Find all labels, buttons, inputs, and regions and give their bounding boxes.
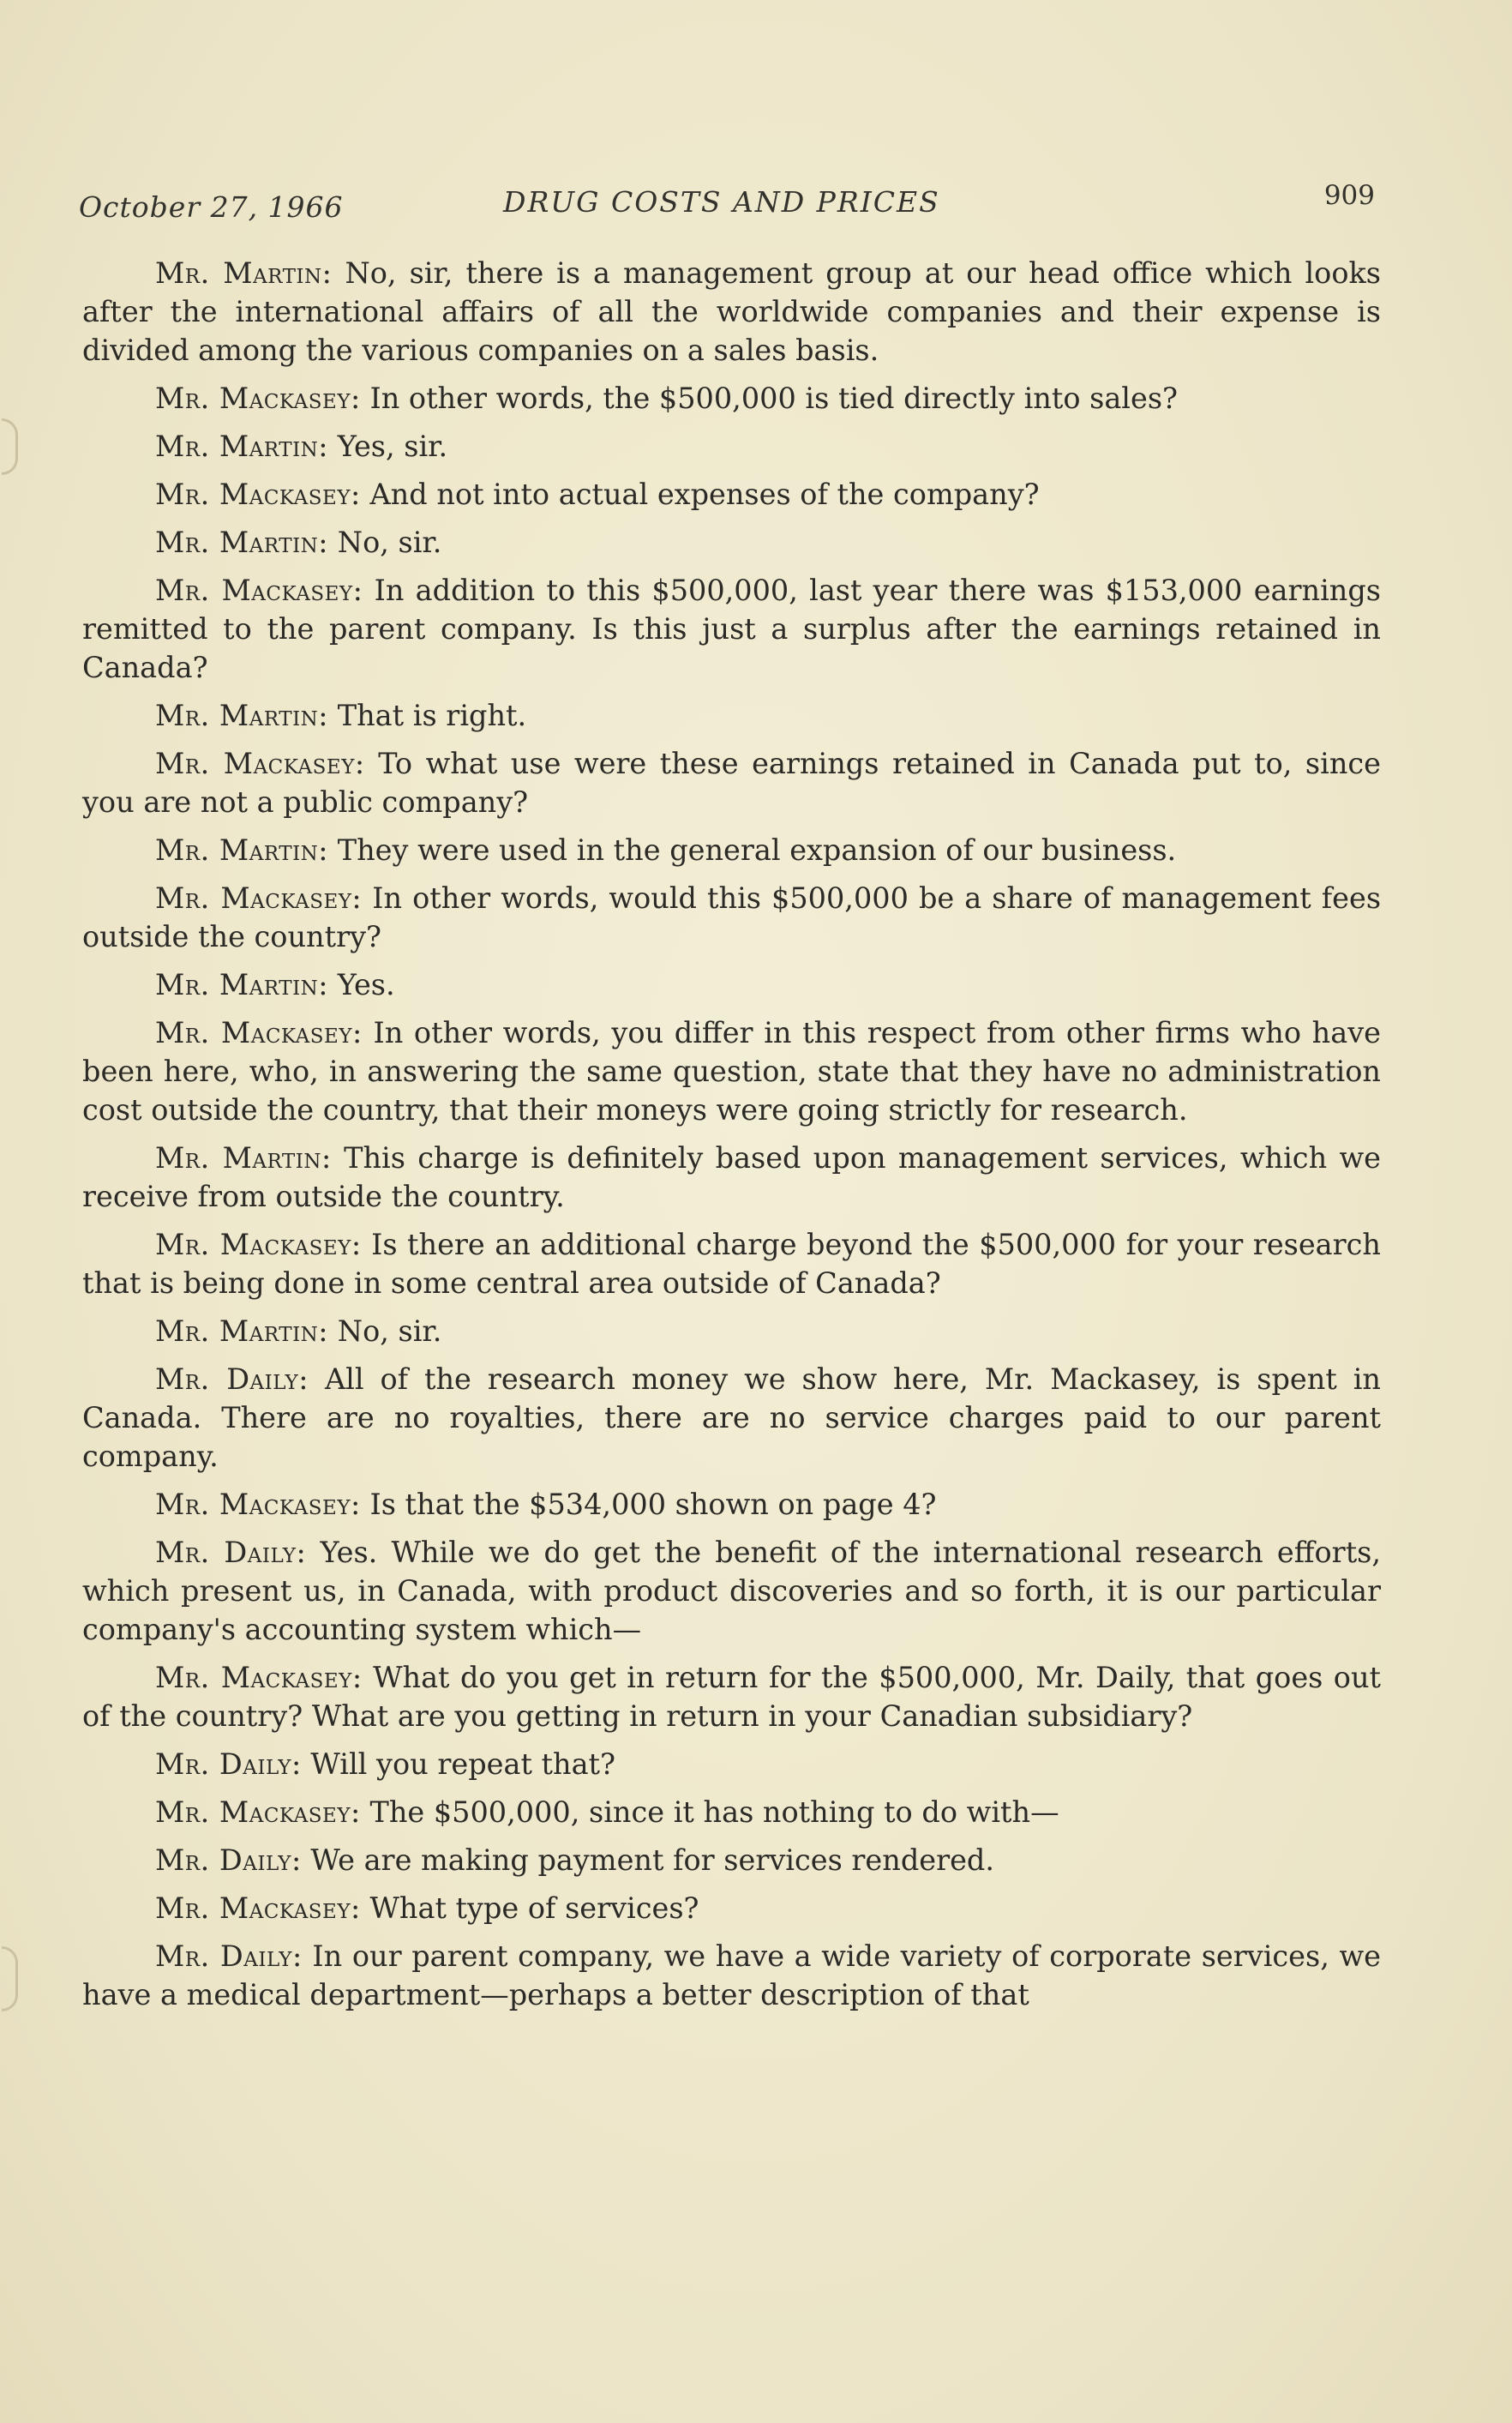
speaker-name: Mr. Daily: (155, 1362, 309, 1396)
paragraph-text: Will you repeat that? (310, 1747, 615, 1781)
paragraph-text: In other words, would this $500,000 be a share of management fees outside the country? (82, 881, 1382, 953)
header-title: DRUG COSTS AND PRICES (503, 185, 940, 219)
header-date: October 27, 1966 (79, 190, 344, 224)
paragraph-text: No, sir, there is a management group at our head office which looks after the international affairs of all the worldwide companies and their expense is divided among the various companies on a sales basis. (82, 256, 1381, 367)
speaker-name: Mr. Daily: (155, 1747, 302, 1781)
paragraph-text: They were used in the general expansion of our business. (337, 833, 1177, 867)
speaker-name: Mr. Martin: (155, 526, 329, 559)
speaker-name: Mr. Martin: (155, 699, 329, 732)
paragraph (82, 831, 1381, 869)
margin-mark (2, 1946, 18, 2011)
speaker-name: Mr. Mackasey: (155, 1016, 363, 1049)
paragraph (82, 1485, 1381, 1524)
speaker-name: Mr. Daily: (155, 1939, 303, 1973)
paragraph (82, 965, 1381, 1004)
paragraph-text: Yes, sir. (337, 430, 448, 463)
paragraph (82, 1745, 1381, 1783)
paragraph-text: In addition to this $500,000, last year there was $153,000 earnings remitted to the parent company. Is this just a surplus after the earnings retained in Canada? (82, 574, 1382, 684)
speaker-name: Mr. Martin: (155, 833, 329, 867)
speaker-name: Mr. Mackasey: (155, 574, 363, 607)
paragraph-text: This charge is definitely based upon management services, which we receive from outside the country. (82, 1141, 1381, 1213)
paragraph (82, 1658, 1381, 1735)
speaker-name: Mr. Mackasey: (155, 747, 365, 780)
running-header (79, 180, 1375, 223)
paragraph-text: In other words, the $500,000 is tied directly into sales? (369, 382, 1178, 415)
page-number: 909 (1323, 180, 1375, 211)
speaker-name: Mr. Mackasey: (155, 881, 363, 915)
paragraph (82, 1889, 1381, 1927)
speaker-name: Mr. Mackasey: (155, 382, 361, 415)
speaker-name: Mr. Martin: (155, 430, 329, 463)
paragraph-text: All of the research money we show here, Mr. Mackasey, is spent in Canada. There are no royalties, there are no service charges paid to our parent company. (82, 1362, 1382, 1473)
paragraph-text: Yes. While we do get the benefit of the international research efforts, which present us, in Canada, with product discoveries and so forth, it is our particular company's accounting system which— (82, 1536, 1381, 1646)
paragraph (82, 1139, 1381, 1216)
paragraph-text: The $500,000, since it has nothing to do with— (369, 1795, 1059, 1829)
paragraph-text: What type of services? (369, 1891, 699, 1925)
paragraph (82, 744, 1381, 821)
paragraph-text: No, sir. (337, 1314, 442, 1348)
paragraph (82, 1312, 1381, 1350)
speaker-name: Mr. Mackasey: (155, 1891, 361, 1925)
paragraph (82, 254, 1381, 370)
speaker-name: Mr. Daily: (155, 1536, 307, 1569)
paragraph (82, 1937, 1381, 2014)
transcript-body (82, 254, 1381, 2023)
paragraph-text: In our parent company, we have a wide variety of corporate services, we have a medical department—perhaps a better description of that (82, 1939, 1381, 2011)
paragraph-text: In other words, you differ in this respect from other firms who have been here, who, in answering the same question, state that they have no administration cost outside the country, that their moneys were going strictly for research. (82, 1016, 1381, 1127)
speaker-name: Mr. Mackasey: (155, 1661, 363, 1694)
paragraph-text: No, sir. (337, 526, 442, 559)
paragraph (82, 1013, 1381, 1129)
paragraph (82, 571, 1381, 687)
margin-mark (2, 418, 18, 475)
paragraph-text: Is there an additional charge beyond the $500,000 for your research that is being done in some central area outside of Canada? (82, 1228, 1381, 1300)
paragraph (82, 1841, 1381, 1879)
paragraph (82, 475, 1381, 514)
speaker-name: Mr. Martin: (155, 256, 333, 290)
paragraph-text: That is right. (337, 699, 527, 732)
speaker-name: Mr. Mackasey: (155, 1795, 361, 1829)
paragraph-text: And not into actual expenses of the company? (369, 478, 1040, 511)
paragraph (82, 879, 1381, 956)
speaker-name: Mr. Martin: (155, 968, 329, 1001)
paragraph-text: To what use were these earnings retained in Canada put to, since you are not a public company? (82, 747, 1381, 819)
paragraph (82, 427, 1381, 466)
paragraph (82, 1360, 1381, 1476)
speaker-name: Mr. Mackasey: (155, 1488, 361, 1521)
paragraph (82, 696, 1381, 735)
paragraph (82, 1793, 1381, 1831)
paragraph-text: Is that the $534,000 shown on page 4? (369, 1488, 937, 1521)
paragraph (82, 523, 1381, 562)
paragraph (82, 1533, 1381, 1649)
paragraph-text: We are making payment for services rendered. (310, 1843, 995, 1877)
speaker-name: Mr. Daily: (155, 1843, 302, 1877)
speaker-name: Mr. Martin: (155, 1314, 329, 1348)
paragraph (82, 379, 1381, 418)
paragraph (82, 1225, 1381, 1302)
speaker-name: Mr. Mackasey: (155, 478, 361, 511)
paragraph-text: Yes. (337, 968, 395, 1001)
speaker-name: Mr. Mackasey: (155, 1228, 362, 1261)
speaker-name: Mr. Martin: (155, 1141, 332, 1175)
paragraph-text: What do you get in return for the $500,000, Mr. Daily, that goes out of the country? What are you getting in return in your Canadian subsidiary? (82, 1661, 1381, 1733)
